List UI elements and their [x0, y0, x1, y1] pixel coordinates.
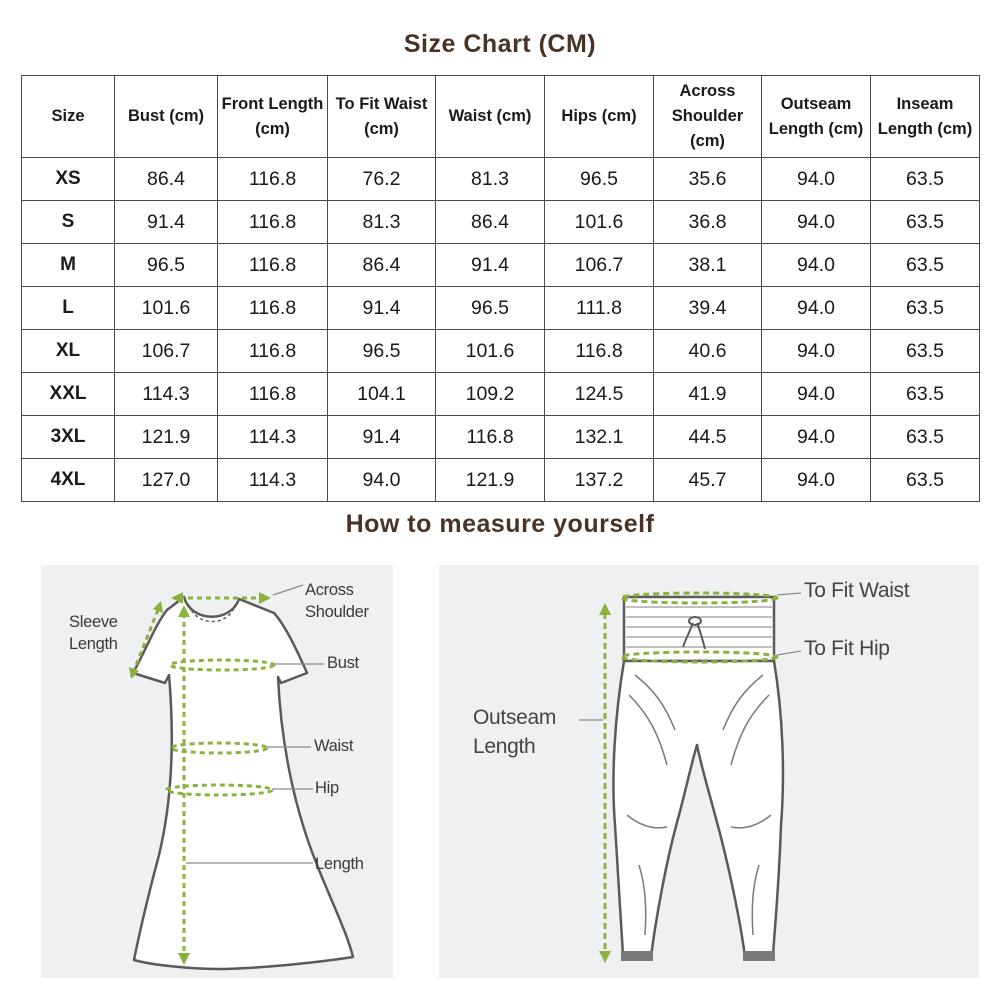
- label-bust: Bust: [327, 654, 359, 672]
- table-cell: 116.8: [545, 330, 654, 373]
- table-cell: 40.6: [654, 330, 762, 373]
- table-row: [22, 459, 980, 502]
- table-cell: 39.4: [654, 287, 762, 330]
- table-cell: 94.0: [762, 244, 871, 287]
- table-cell: 96.5: [328, 330, 436, 373]
- page-title: Size Chart (CM): [403, 30, 597, 58]
- header-size: Size: [22, 76, 115, 158]
- size-cell: XXL: [22, 373, 115, 416]
- table-cell: 94.0: [762, 330, 871, 373]
- table-cell: 116.8: [436, 416, 545, 459]
- table-cell: 114.3: [115, 373, 218, 416]
- table-cell: 45.7: [654, 459, 762, 502]
- table-cell: 114.3: [218, 459, 328, 502]
- table-cell: 132.1: [545, 416, 654, 459]
- table-cell: 106.7: [115, 330, 218, 373]
- table-cell: 91.4: [436, 244, 545, 287]
- table-cell: 96.5: [545, 158, 654, 201]
- table-cell: 101.6: [545, 201, 654, 244]
- table-cell: 94.0: [328, 459, 436, 502]
- table-cell: 94.0: [762, 373, 871, 416]
- table-cell: 127.0: [115, 459, 218, 502]
- size-cell: XS: [22, 158, 115, 201]
- pants-measure-diagram: [439, 565, 979, 978]
- table-cell: 116.8: [218, 158, 328, 201]
- table-row: [22, 416, 980, 459]
- header-across-shoulder: Across Shoulder (cm): [654, 76, 762, 158]
- size-cell: S: [22, 201, 115, 244]
- header-hips: Hips (cm): [545, 76, 654, 158]
- label-waist: Waist: [314, 737, 354, 755]
- measure-guide-heading: How to measure yourself: [345, 510, 655, 538]
- table-cell: 63.5: [871, 459, 980, 502]
- table-cell: 124.5: [545, 373, 654, 416]
- table-cell: 44.5: [654, 416, 762, 459]
- table-cell: 63.5: [871, 373, 980, 416]
- table-cell: 81.3: [436, 158, 545, 201]
- label-to-fit-waist: To Fit Waist: [804, 579, 910, 602]
- pants-illustration: [439, 565, 979, 978]
- table-cell: 63.5: [871, 158, 980, 201]
- size-cell: 4XL: [22, 459, 115, 502]
- table-cell: 114.3: [218, 416, 328, 459]
- table-cell: 36.8: [654, 201, 762, 244]
- size-cell: 3XL: [22, 416, 115, 459]
- table-cell: 91.4: [328, 287, 436, 330]
- table-row: [22, 158, 980, 201]
- table-cell: 111.8: [545, 287, 654, 330]
- table-cell: 101.6: [436, 330, 545, 373]
- table-cell: 116.8: [218, 244, 328, 287]
- label-to-fit-hip: To Fit Hip: [804, 637, 890, 660]
- table-cell: 63.5: [871, 287, 980, 330]
- table-cell: 94.0: [762, 201, 871, 244]
- table-cell: 94.0: [762, 287, 871, 330]
- label-length: Length: [315, 855, 364, 873]
- table-cell: 137.2: [545, 459, 654, 502]
- table-row: [22, 287, 980, 330]
- table-cell: 96.5: [115, 244, 218, 287]
- label-across-shoulder: Across Shoulder: [305, 581, 369, 621]
- table-cell: 121.9: [115, 416, 218, 459]
- label-outseam-length: Outseam Length: [473, 706, 557, 758]
- table-cell: 86.4: [115, 158, 218, 201]
- header-outseam-length: Outseam Length (cm): [762, 76, 871, 158]
- size-cell: M: [22, 244, 115, 287]
- table-cell: 35.6: [654, 158, 762, 201]
- table-cell: 109.2: [436, 373, 545, 416]
- table-cell: 116.8: [218, 330, 328, 373]
- size-chart-table: [21, 75, 980, 502]
- table-cell: 101.6: [115, 287, 218, 330]
- table-cell: 86.4: [328, 244, 436, 287]
- table-row: [22, 201, 980, 244]
- header-to-fit-waist: To Fit Waist (cm): [328, 76, 436, 158]
- table-cell: 94.0: [762, 416, 871, 459]
- table-cell: 116.8: [218, 287, 328, 330]
- table-cell: 116.8: [218, 201, 328, 244]
- table-row: [22, 373, 980, 416]
- header-bust: Bust (cm): [115, 76, 218, 158]
- table-cell: 81.3: [328, 201, 436, 244]
- dress-measure-diagram: [41, 565, 393, 978]
- table-cell: 63.5: [871, 330, 980, 373]
- table-cell: 38.1: [654, 244, 762, 287]
- table-cell: 96.5: [436, 287, 545, 330]
- table-cell: 63.5: [871, 201, 980, 244]
- table-cell: 116.8: [218, 373, 328, 416]
- table-cell: 106.7: [545, 244, 654, 287]
- table-cell: 91.4: [328, 416, 436, 459]
- label-hip: Hip: [315, 779, 339, 797]
- table-cell: 76.2: [328, 158, 436, 201]
- table-row: [22, 330, 980, 373]
- table-cell: 91.4: [115, 201, 218, 244]
- header-waist: Waist (cm): [436, 76, 545, 158]
- table-cell: 63.5: [871, 244, 980, 287]
- header-front-length: Front Length (cm): [218, 76, 328, 158]
- table-cell: 121.9: [436, 459, 545, 502]
- size-cell: XL: [22, 330, 115, 373]
- table-cell: 94.0: [762, 459, 871, 502]
- table-cell: 41.9: [654, 373, 762, 416]
- table-cell: 104.1: [328, 373, 436, 416]
- table-header-row: [22, 76, 980, 158]
- table-row: [22, 244, 980, 287]
- size-cell: L: [22, 287, 115, 330]
- table-cell: 86.4: [436, 201, 545, 244]
- table-cell: 94.0: [762, 158, 871, 201]
- header-inseam-length: Inseam Length (cm): [871, 76, 980, 158]
- label-sleeve-length: Sleeve Length: [69, 613, 118, 653]
- table-cell: 63.5: [871, 416, 980, 459]
